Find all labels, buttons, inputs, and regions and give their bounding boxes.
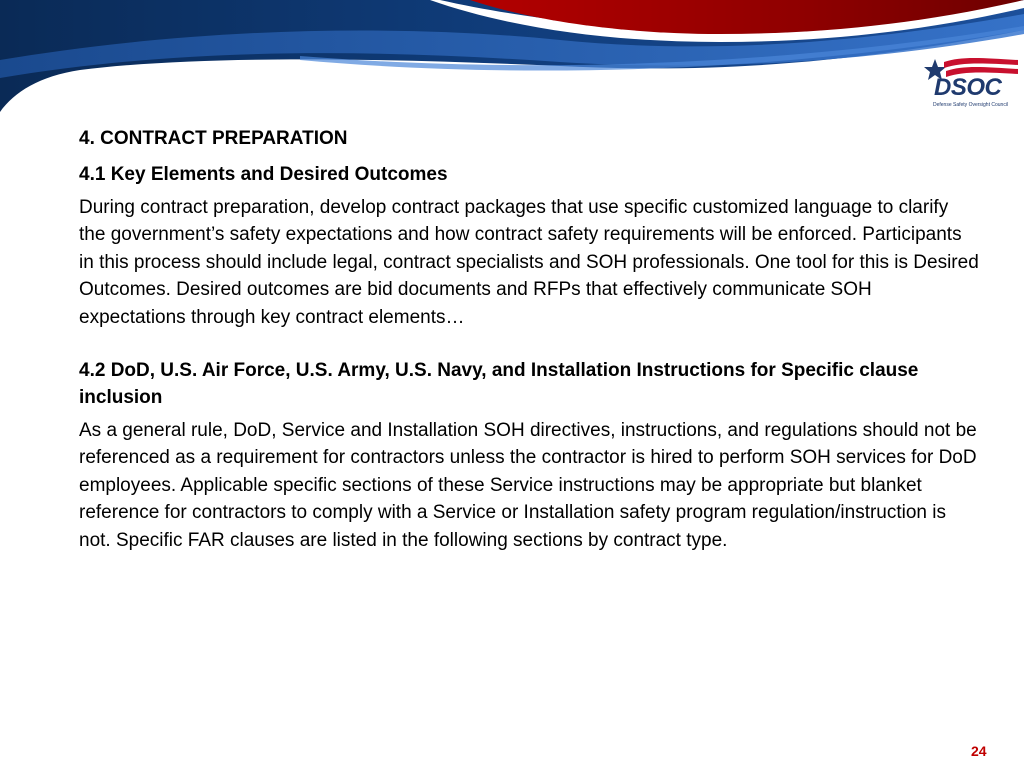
header-banner (0, 0, 1024, 120)
logo-subtitle: Defense Safety Oversight Council (933, 102, 1009, 108)
section-4-2-heading: 4.2 DoD, U.S. Air Force, U.S. Army, U.S. Navy, and Installation Instructions for Specific clause inclusion (79, 360, 919, 409)
section-gap (79, 331, 979, 357)
section-heading-main: 4. CONTRACT PREPARATION (79, 128, 348, 149)
logo-text: DSOC (934, 74, 1002, 101)
page-number: 24 (971, 743, 987, 759)
slide-content (79, 127, 979, 554)
section-4-1-body: During contract preparation, develop contract packages that use specific customized language to clarify the government’s safety expectations and how contract safety requirements will be enforced. Participants in this process should include legal, contract specialists and SOH professionals. One tool for this is Desired Outcomes. Desired outcomes are bid documents and RFPs that effectively communicate SOH expectations through key contract elements… (79, 197, 979, 328)
section-4-1-heading: 4.1 Key Elements and Desired Outcomes (79, 164, 448, 185)
section-4-2-body: As a general rule, DoD, Service and Installation SOH directives, instructions, and regulations should not be referenced as a requirement for contractors unless the contractor is hired to perform SOH services for DoD employees. Applicable specific sections of these Service instructions may be appropriate but blanket reference for contractors to comply with a Service or Installation safety program regulation/instruction is not. Specific FAR clauses are listed in the following sections by contract type. (79, 420, 977, 551)
